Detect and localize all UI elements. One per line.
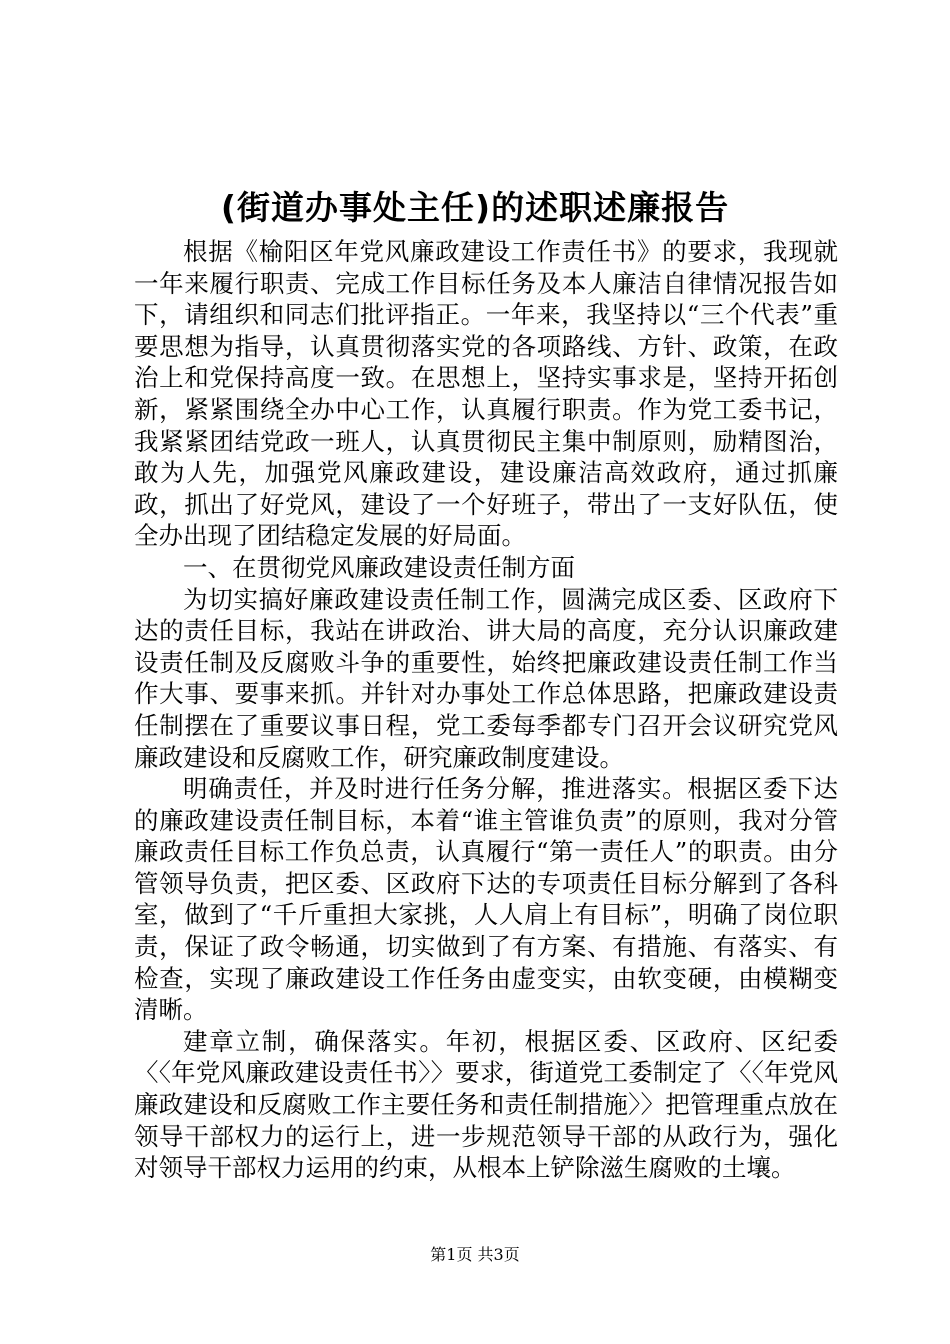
document-title: (街道办事处主任)的述职述廉报告	[220, 188, 730, 227]
paragraph-task-division: 明确责任，并及时进行任务分解，推进落实。根据区委下达的廉政建设责任制目标，本着“谁主管谁负责”的原则，我对分管廉政责任目标工作负总责，认真履行“第一责任人”的职责。由分管领导负责，把区委、区政府下达的专项责任目标分解到了各科室，做到了“千斤重担大家挑，人人肩上有目标”，明确了岗位职责，保证了政令畅通，切实做到了有方案、有措施、有落实、有检查，实现了廉政建设工作任务由虚变实，由软变硬，由模糊变清晰。	[134, 774, 838, 1025]
paragraph-rules: 建章立制，确保落实。年初，根据区委、区政府、区纪委〈〈年党风廉政建设责任书〉〉要求，街道党工委制定了〈〈年党风廉政建设和反腐败工作主要任务和责任制措施〉〉把管理重点放在领导干部权力的运行上，进一步规范领导干部的从政行为，强化对领导干部权力运用的约束，从根本上铲除滋生腐败的土壤。	[134, 1026, 838, 1183]
page-number: 第1页 共3页	[430, 1245, 520, 1264]
document-body	[134, 236, 838, 1184]
paragraph-intro: 根据《榆阳区年党风廉政建设工作责任书》的要求，我现就一年来履行职责、完成工作目标任务及本人廉洁自律情况报告如下，请组织和同志们批评指正。一年来，我坚持以“三个代表”重要思想为指导，认真贯彻落实党的各项路线、方针、政策，在政治上和党保持高度一致。在思想上，坚持实事求是，坚持开拓创新，紧紧围绕全办中心工作，认真履行职责。作为党工委书记，我紧紧团结党政一班人，认真贯彻民主集中制原则，励精图治，敢为人先，加强党风廉政建设，建设廉洁高效政府，通过抓廉政，抓出了好党风，建设了一个好班子，带出了一支好队伍，使全办出现了团结稳定发展的好局面。	[134, 237, 838, 551]
paragraph-responsibility: 为切实搞好廉政建设责任制工作，圆满完成区委、区政府下达的责任目标，我站在讲政治、讲大局的高度，充分认识廉政建设责任制及反腐败斗争的重要性，始终把廉政建设责任制工作当作大事、要事来抓。并针对办事处工作总体思路，把廉政建设责任制摆在了重要议事日程，党工委每季都专门召开会议研究党风廉政建设和反腐败工作，研究廉政制度建设。	[134, 584, 838, 772]
section-heading: 一、在贯彻党风廉政建设责任制方面	[183, 552, 575, 582]
